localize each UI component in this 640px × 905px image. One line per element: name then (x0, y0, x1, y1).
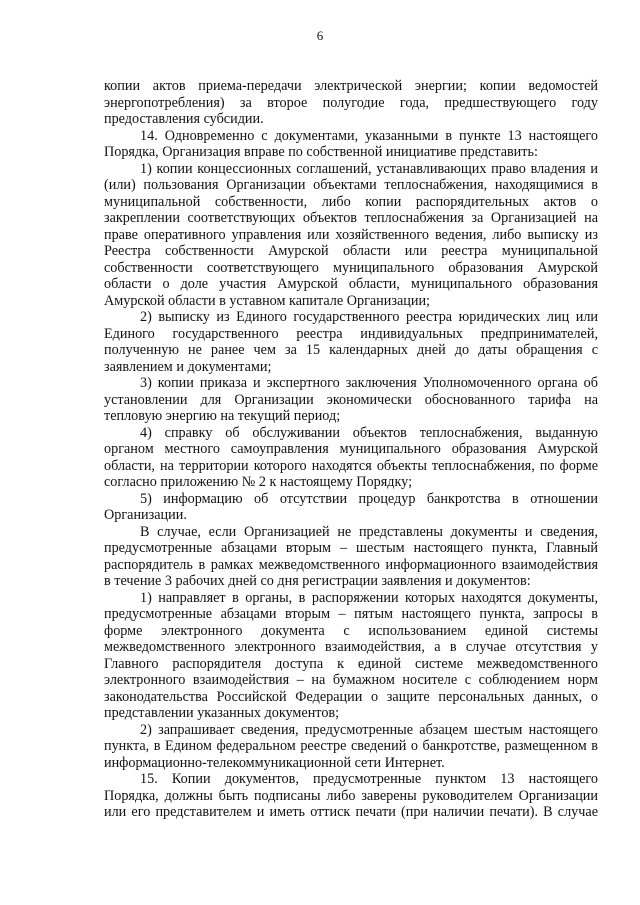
text-line: законодательства Российской Федерации о защите персональных данных, о (104, 688, 598, 705)
text-line: предусмотренные абзацами вторым – пятым настоящего пункта, запросы в (104, 606, 598, 622)
text-line: копии актов приема-передачи электрической энергии; копии ведомостей (104, 78, 598, 94)
text-line: пункта, в Едином федеральном реестре сведений о банкротстве, размещенном в (104, 738, 598, 754)
text-line: электронного взаимодействия – на бумажном носителе с соблюдением норм (104, 672, 598, 688)
text-line: 2) выписку из Единого государственного реестра юридических лиц или (140, 309, 598, 325)
text-line: органом местного самоуправления муниципального образования Амурской (104, 441, 598, 457)
document-body (104, 78, 598, 821)
text-line: 4) справку об обслуживании объектов теплоснабжения, выданную (140, 424, 598, 441)
text-line: тепловую энергию на текущий период; (104, 408, 341, 424)
text-line: Реестра собственности Амурской области или реестра муниципальной (104, 243, 598, 259)
text-line: 5) информацию об отсутствии процедур банкротства в отношении (140, 490, 598, 507)
text-line: праве оперативного управления или хозяйственного ведения, либо выписку из (104, 226, 598, 243)
text-line: согласно приложению № 2 к настоящему Порядку; (104, 474, 413, 490)
text-line: установлении для Организации экономически обоснованного тарифа на (104, 391, 598, 408)
text-line: 15. Копии документов, предусмотренные пунктом 13 настоящего (140, 771, 598, 787)
text-line: в течение 3 рабочих дней со дня регистрации заявления и документов: (104, 573, 531, 589)
text-line: Порядка, должны быть подписаны либо заверены руководителем Организации (104, 787, 598, 804)
text-line: Порядка, Организация вправе по собственной инициативе представить: (104, 144, 538, 160)
text-line: энергопотребления) за второе полугодие года, предшествующего году (104, 94, 598, 111)
text-line: собственности соответствующего муниципального образования Амурской (104, 259, 598, 276)
text-line: предоставления субсидии. (104, 111, 264, 127)
text-line: 1) копии концессионных соглашений, устанавливающих право владения и (140, 160, 598, 177)
text-line: области о доле участия Амурской области, муниципального образования (104, 276, 598, 292)
text-line: Единого государственного реестра индивидуальных предпринимателей, (104, 325, 598, 342)
text-line: 2) запрашивает сведения, предусмотренные абзацем шестым настоящего (140, 721, 598, 738)
text-line: полученную не ранее чем за 15 календарных дней до даты обращения с (104, 342, 598, 358)
text-line: 14. Одновременно с документами, указанными в пункте 13 настоящего (140, 127, 598, 144)
text-line: муниципальной собственности, либо копии распорядительных актов о (104, 193, 598, 210)
text-line: Амурской области в уставном капитале Организации; (104, 292, 430, 309)
text-line: Организации. (104, 507, 187, 523)
text-line: Главного распорядителя доступа к единой системе межведомственного (104, 655, 598, 672)
text-line: или его представителем и иметь оттиск печати (при наличии печати). В случае (104, 804, 598, 820)
text-line: распорядитель в рамках межведомственного информационного взаимодействия (104, 556, 598, 573)
text-line: 1) направляет в органы, в распоряжении которых находятся документы, (140, 589, 598, 606)
text-line: форме электронного документа с использованием единой системы (104, 622, 598, 639)
text-line: закреплении соответствующих объектов теплоснабжения за Организацией на (104, 210, 598, 226)
text-line: заявлением и документами; (104, 358, 272, 375)
text-line: предусмотренные абзацами вторым – шестым настоящего пункта, Главный (104, 540, 598, 556)
text-line: представлении указанных документов; (104, 705, 340, 721)
text-line: информационно-телекоммуникационной сети Интернет. (104, 754, 445, 771)
text-line: области, на территории которого находятся объекты теплоснабжения, по форме (104, 457, 598, 474)
text-line: (или) пользования Организации объектами теплоснабжения, находящимися в (104, 177, 598, 193)
text-line: 3) копии приказа и экспертного заключения Уполномоченного органа об (140, 375, 598, 391)
text-line: В случае, если Организацией не представлены документы и сведения, (140, 523, 598, 540)
text-line: межведомственного электронного взаимодействия, а в случае отсутствия у (104, 639, 598, 655)
page-number: 6 (316, 28, 324, 43)
